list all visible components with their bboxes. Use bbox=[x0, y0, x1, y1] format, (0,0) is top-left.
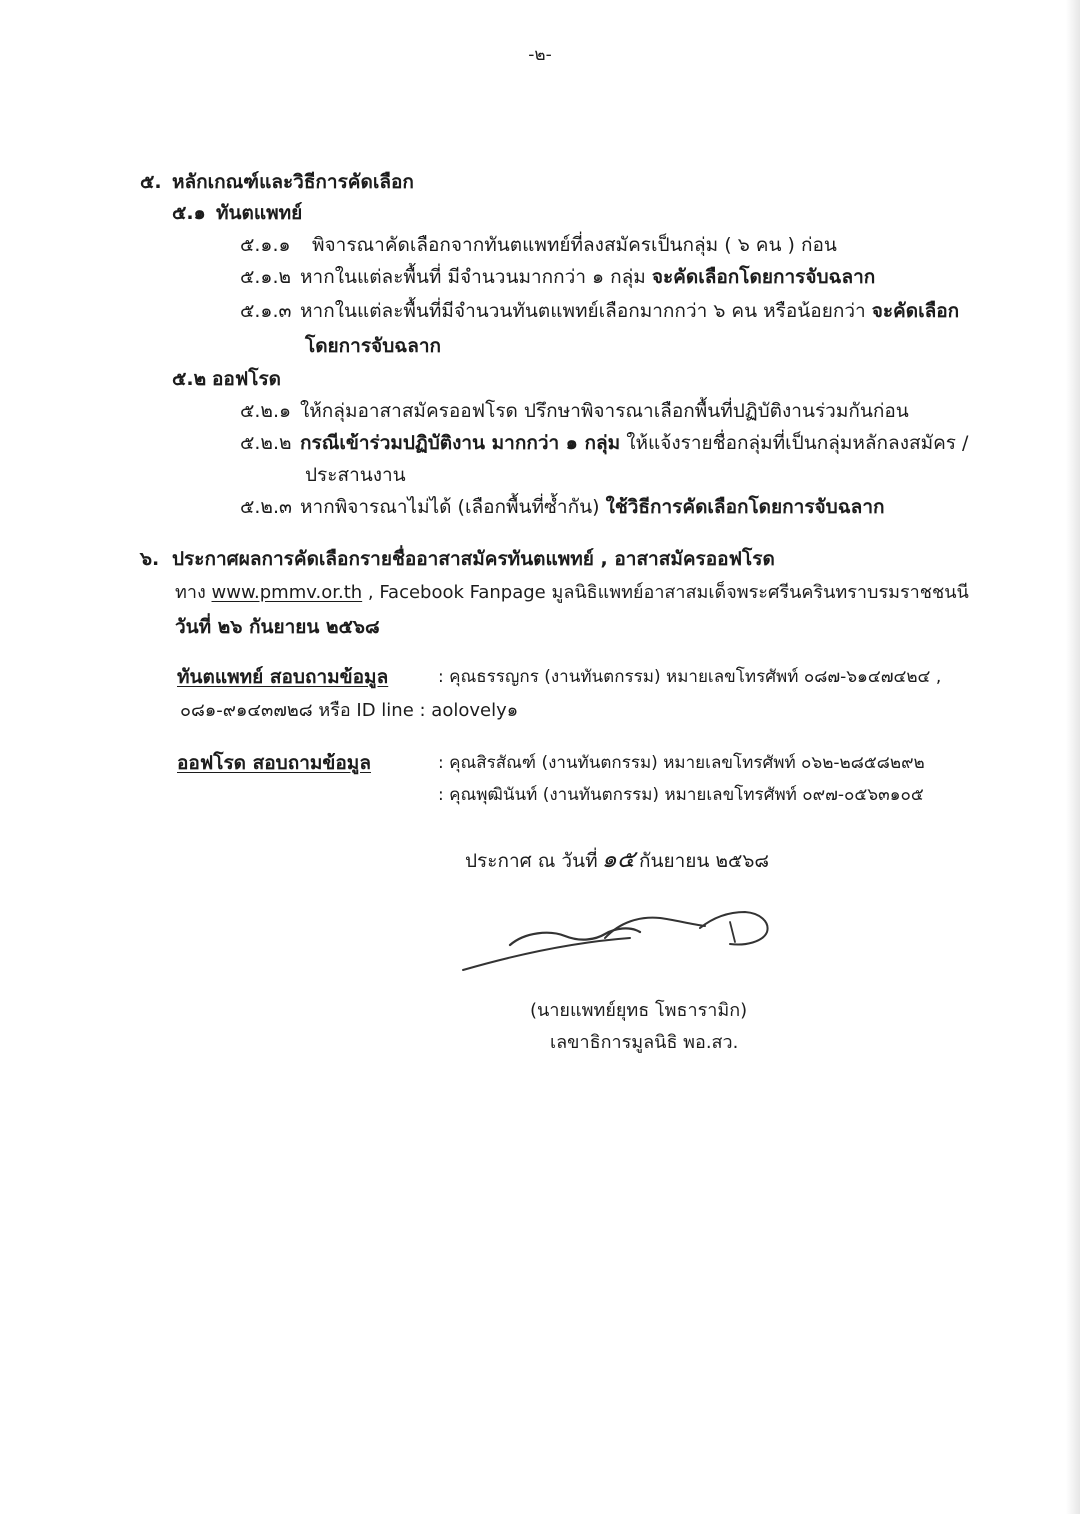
item-5-1-3-text: หากในแต่ละพื้นที่มีจำนวนทันตแพทย์เลือกมากกว่า ๖ คน หรือน้อยกว่า bbox=[300, 300, 866, 322]
item-5-2-2-line bbox=[300, 430, 968, 456]
signature-image bbox=[455, 900, 785, 980]
item-5-1-2-bold: จะคัดเลือกโดยการจับฉลาก bbox=[651, 266, 876, 288]
dentist-contact-label: ทันตแพทย์ สอบถามข้อมูล bbox=[177, 666, 389, 688]
section5-1-number: ๕.๑ bbox=[172, 202, 206, 224]
offroad-contact-line1: : คุณสิรสัณฑ์ (งานทันตกรรม) หมายเลขโทรศัพท์ ๐๖๒-๒๘๕๘๒๙๒ bbox=[438, 753, 925, 773]
item-5-1-1-text: พิจารณาคัดเลือกจากทันตแพทย์ที่ลงสมัครเป็นกลุ่ม ( ๖ คน ) ก่อน bbox=[312, 234, 837, 256]
section6-date: วันที่ ๒๖ กันยายน ๒๕๖๘ bbox=[175, 616, 380, 638]
offroad-contact-line2: : คุณพุฒินันท์ (งานทันตกรรม) หมายเลขโทรศัพท์ ๐๙๗-๐๕๖๓๑๐๕ bbox=[438, 785, 924, 805]
item-5-2-3-line bbox=[300, 494, 885, 520]
section5-2-title: ออฟโรด bbox=[212, 368, 282, 390]
item-5-2-3-number: ๕.๒.๓ bbox=[240, 496, 292, 518]
item-5-2-2-line2: ประสานงาน bbox=[305, 464, 406, 486]
item-5-1-1-number: ๕.๑.๑ bbox=[240, 234, 291, 256]
section6-channels bbox=[175, 580, 969, 606]
signer-title: เลขาธิการมูลนิธิ พอ.สว. bbox=[550, 1032, 739, 1053]
item-5-2-3-text: หากพิจารณาไม่ได้ (เลือกพื้นที่ซ้ำกัน) bbox=[300, 496, 600, 518]
channels-prefix: ทาง bbox=[175, 582, 206, 603]
section6-title: ประกาศผลการคัดเลือกรายชื่ออาสาสมัครทันตแพทย์ , อาสาสมัครออฟโรด bbox=[172, 548, 775, 570]
announce-prefix: ประกาศ ณ วันที่ bbox=[465, 850, 598, 872]
dentist-contact-line1: : คุณธรรญกร (งานทันตกรรม) หมายเลขโทรศัพท์ ๐๘๗-๖๑๔๗๔๒๔ , bbox=[438, 667, 942, 687]
signer-name: (นายแพทย์ยุทธ โพธารามิก) bbox=[530, 1000, 748, 1021]
offroad-contact-label: ออฟโรด สอบถามข้อมูล bbox=[177, 752, 371, 774]
page-edge-shadow bbox=[1066, 0, 1080, 1514]
section5-1-title: ทันตแพทย์ bbox=[216, 202, 303, 224]
announce-date bbox=[465, 846, 769, 874]
section6-number: ๖. bbox=[140, 548, 160, 570]
section5-number: ๕. bbox=[140, 171, 162, 193]
item-5-1-3-number: ๕.๑.๓ bbox=[240, 300, 292, 322]
item-5-2-1-text: ให้กลุ่มอาสาสมัครออฟโรด ปรึกษาพิจารณาเลือกพื้นที่ปฏิบัติงานร่วมกันก่อน bbox=[300, 400, 909, 422]
item-5-1-3-bold: จะคัดเลือก bbox=[871, 300, 960, 322]
dentist-contact-line2: ๐๘๑-๙๑๔๓๗๒๘ หรือ ID line : aolovely๑ bbox=[180, 700, 519, 721]
item-5-1-2-line bbox=[300, 264, 875, 290]
item-5-2-1-number: ๕.๒.๑ bbox=[240, 400, 292, 422]
page-number: -๒- bbox=[528, 45, 552, 65]
item-5-1-2-number: ๕.๑.๒ bbox=[240, 266, 292, 288]
channels-rest: , Facebook Fanpage มูลนิธิแพทย์อาสาสมเด็จพระศรีนครินทราบรมราชชนนี bbox=[367, 582, 969, 603]
section5-2-number: ๕.๒ bbox=[172, 368, 207, 390]
item-5-2-2-text: ให้แจ้งรายชื่อกลุ่มที่เป็นกลุ่มหลักลงสมัคร / bbox=[626, 432, 969, 454]
item-5-1-2-text: หากในแต่ละพื้นที่ มีจำนวนมากกว่า ๑ กลุ่ม bbox=[300, 266, 646, 288]
item-5-2-3-bold: ใช้วิธีการคัดเลือกโดยการจับฉลาก bbox=[605, 496, 885, 518]
announce-suffix: กันยายน ๒๕๖๘ bbox=[639, 850, 770, 872]
item-5-1-3-line bbox=[300, 298, 959, 324]
announce-day: ๑๕ bbox=[601, 845, 635, 873]
item-5-2-2-bold: กรณีเข้าร่วมปฏิบัติงาน มากกว่า ๑ กลุ่ม bbox=[300, 432, 621, 454]
item-5-2-2-number: ๕.๒.๒ bbox=[240, 432, 292, 454]
section5-title: หลักเกณฑ์และวิธีการคัดเลือก bbox=[172, 171, 414, 193]
website-link[interactable]: www.pmmv.or.th bbox=[211, 582, 363, 603]
item-5-1-3-line2: โดยการจับฉลาก bbox=[305, 335, 442, 357]
